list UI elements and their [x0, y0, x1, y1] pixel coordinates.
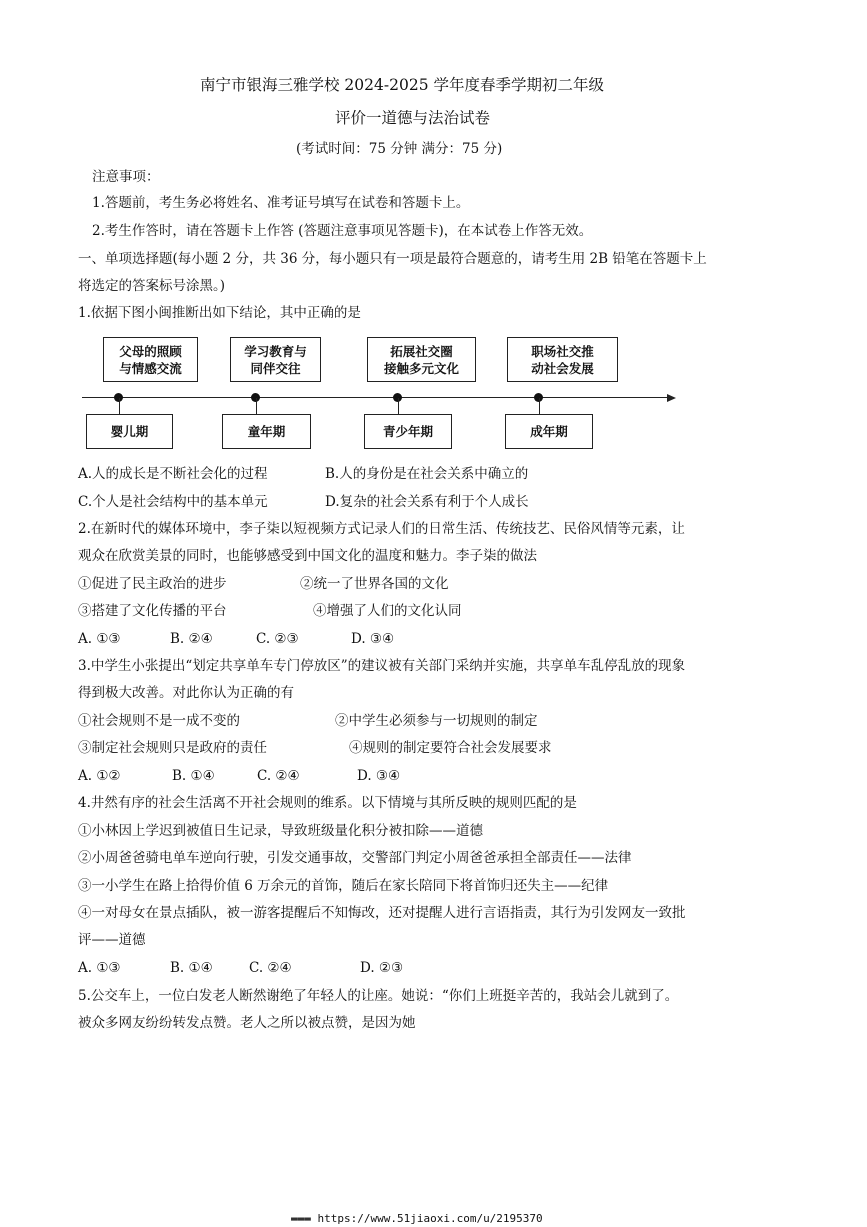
q2-stem: 2.在新时代的媒体环境中，李子柒以短视频方式记录人们的日常生活、传统技艺、民俗风情等元素，让 — [78, 521, 685, 537]
box-text: 动社会发展 — [531, 360, 594, 376]
diagram-box-infant-factor — [103, 337, 198, 382]
diagram-box-child-factor — [230, 337, 321, 382]
q1-option-b[interactable]: B.人的身份是在社会关系中确立的 — [325, 466, 529, 482]
q5-stem-cont: 被众多网友纷纷转发点赞。老人之所以被点赞，是因为她 — [78, 1015, 416, 1031]
q4-option-a[interactable]: A. ①③ — [78, 960, 121, 976]
stage-label: 成年期 — [530, 424, 568, 439]
q2-option-d[interactable]: D. ③④ — [351, 631, 395, 647]
q2-statement-4: ④增强了人们的文化认同 — [313, 603, 462, 619]
stage-box-infant — [86, 414, 173, 449]
stage-label: 婴儿期 — [110, 424, 149, 439]
q5-stem: 5.公交车上，一位白发老人断然谢绝了年轻人的让座。她说：“你们上班挺辛苦的，我站会儿就到了。 — [78, 988, 679, 1004]
stage-label: 童年期 — [247, 424, 286, 439]
footer-marks: ▬▬▬ — [291, 1212, 311, 1225]
q3-statement-4: ④规则的制定要符合社会发展要求 — [349, 740, 552, 756]
q3-option-b[interactable]: B. ①④ — [172, 768, 215, 784]
notice-heading: 注意事项： — [92, 169, 160, 185]
box-text: 父母的照顾 — [119, 343, 182, 359]
footer-url[interactable]: https://www.51jiaoxi.com/u/2195370 — [317, 1212, 543, 1225]
timeline-connector — [398, 398, 399, 414]
stage-box-adult — [505, 414, 593, 449]
q4-statement-1: ①小林因上学迟到被值日生记录，导致班级量化积分被扣除——道德 — [78, 823, 483, 839]
timeline-connector — [539, 398, 540, 414]
q1-option-a[interactable]: A.人的成长是不断社会化的过程 — [78, 466, 268, 482]
q4-statement-4: ④一对母女在景点插队，被一游客提醒后不知悔改，还对提醒人进行言语指责，其行为引发网友一致批 — [78, 905, 686, 921]
q2-stem-cont: 观众在欣赏美景的同时，也能够感受到中国文化的温度和魅力。李子柒的做法 — [78, 548, 537, 564]
q4-statement-2: ②小周爸爸骑电单车逆向行驶，引发交通事故，交警部门判定小周爸爸承担全部责任——法律 — [78, 850, 632, 866]
q3-stem-cont: 得到极大改善。对此你认为正确的有 — [78, 685, 294, 701]
q3-stem: 3.中学生小张提出“划定共享单车专门停放区”的建议被有关部门采纳并实施，共享单车乱停乱放的现象 — [78, 658, 686, 674]
paper-title: 南宁市银海三雅学校 2024-2025 学年度春季学期初二年级 — [200, 76, 604, 94]
timeline-arrow-icon — [667, 394, 676, 402]
diagram-box-adult-factor — [507, 337, 618, 382]
q1-option-c[interactable]: C.个人是社会结构中的基本单元 — [78, 494, 268, 510]
exam-info: (考试时间：75 分钟 满分：75 分) — [296, 141, 503, 157]
q4-option-d[interactable]: D. ②③ — [360, 960, 404, 976]
box-text: 接触多元文化 — [383, 360, 459, 376]
q2-option-b[interactable]: B. ②④ — [170, 631, 213, 647]
q3-statement-2: ②中学生必须参与一切规则的制定 — [335, 713, 538, 729]
timeline-connector — [119, 398, 120, 414]
q3-option-c[interactable]: C. ②④ — [257, 768, 300, 784]
notice-item-2: 2.考生作答时，请在答题卡上作答 (答题注意事项见答题卡)，在本试卷上作答无效。 — [92, 223, 593, 239]
q2-option-c[interactable]: C. ②③ — [256, 631, 299, 647]
q2-statement-3: ③搭建了文化传播的平台 — [78, 603, 227, 619]
timeline-connector — [256, 398, 257, 414]
q3-statement-3: ③制定社会规则只是政府的责任 — [78, 740, 267, 756]
box-text: 同伴交往 — [250, 360, 301, 376]
q3-option-d[interactable]: D. ③④ — [357, 768, 401, 784]
section1-intro-cont: 将选定的答案标号涂黑。) — [78, 278, 226, 294]
paper-subtitle: 评价一道德与法治试卷 — [335, 109, 491, 127]
q2-option-a[interactable]: A. ①③ — [78, 631, 121, 647]
footer-watermark — [291, 1212, 543, 1226]
box-text: 学习教育与 — [244, 343, 307, 359]
q4-statement-3: ③一小学生在路上拾得价值 6 万余元的首饰，随后在家长陪同下将首饰归还失主——纪律 — [78, 878, 609, 894]
q2-statement-2: ②统一了世界各国的文化 — [300, 576, 449, 592]
stage-box-youth — [364, 414, 452, 449]
box-text: 与情感交流 — [119, 360, 182, 376]
stage-box-child — [222, 414, 311, 449]
diagram-box-youth-factor — [367, 337, 476, 382]
timeline-axis — [82, 397, 667, 398]
q4-stem: 4.井然有序的社会生活离不开社会规则的维系。以下情境与其所反映的规则匹配的是 — [78, 795, 577, 811]
q4-option-c[interactable]: C. ②④ — [249, 960, 292, 976]
q3-statement-1: ①社会规则不是一成不变的 — [78, 713, 240, 729]
q3-option-a[interactable]: A. ①② — [78, 768, 121, 784]
box-text: 职场社交推 — [531, 343, 594, 359]
notice-item-1: 1.答题前，考生务必将姓名、准考证号填写在试卷和答题卡上。 — [92, 195, 470, 211]
q1-stem: 1.依据下图小闽推断出如下结论，其中正确的是 — [78, 305, 361, 321]
q4-option-b[interactable]: B. ①④ — [170, 960, 213, 976]
section1-intro: 一、单项选择题(每小题 2 分，共 36 分，每小题只有一项是最符合题意的，请考生用 2B 铅笔在答题卡上 — [78, 251, 707, 267]
stage-label: 青少年期 — [382, 424, 433, 439]
q4-statement-4-cont: 评——道德 — [78, 932, 146, 948]
box-text: 拓展社交圈 — [390, 343, 453, 359]
q2-statement-1: ①促进了民主政治的进步 — [78, 576, 227, 592]
q1-option-d[interactable]: D.复杂的社会关系有利于个人成长 — [325, 494, 529, 510]
